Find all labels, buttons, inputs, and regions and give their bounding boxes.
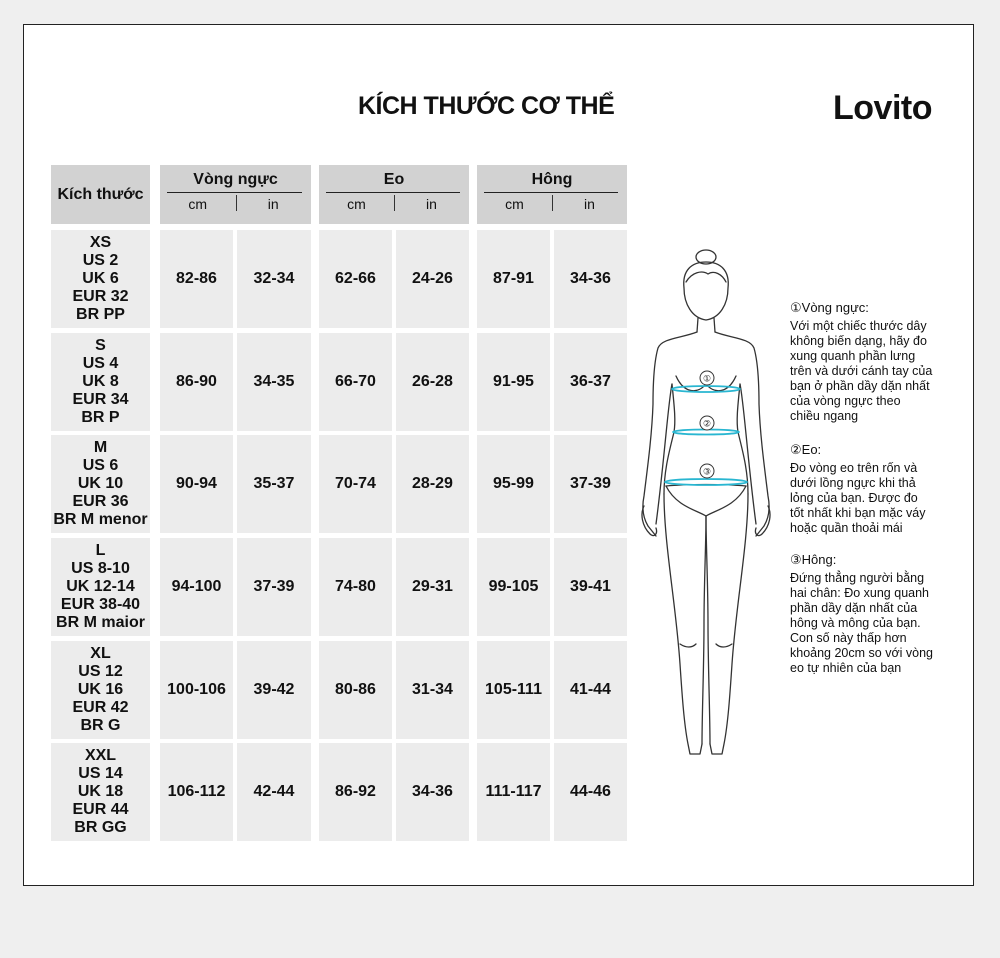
waist-in-cell: 24-26 bbox=[396, 230, 469, 328]
hip-in-cell: 44-46 bbox=[554, 743, 627, 841]
size-label-line: EUR 34 bbox=[72, 391, 129, 408]
size-cell bbox=[51, 333, 150, 431]
waist-cm-cell: 70-74 bbox=[319, 435, 392, 533]
hip-instruction-line: hai chân: Đo xung quanh bbox=[790, 586, 929, 600]
size-cell bbox=[51, 538, 150, 636]
bust-cm-cell: 90-94 bbox=[160, 435, 233, 533]
size-column-header-label: Kích thước bbox=[57, 185, 144, 203]
size-label-line: EUR 36 bbox=[72, 493, 129, 510]
hip-instruction-title: ③Hông: bbox=[790, 552, 837, 567]
waist-column-header bbox=[319, 165, 469, 224]
size-label-line: US 4 bbox=[82, 355, 119, 372]
waist-marker: ② bbox=[702, 419, 712, 430]
waist-in-cell: 29-31 bbox=[396, 538, 469, 636]
hip-column-header bbox=[477, 165, 627, 224]
bust-unit-cm: cm bbox=[188, 196, 208, 212]
size-label-line: EUR 38-40 bbox=[60, 596, 141, 613]
hip-marker: ③ bbox=[702, 467, 712, 478]
waist-cm-cell: 80-86 bbox=[319, 641, 392, 739]
size-label-line: UK 6 bbox=[82, 270, 119, 287]
bust-instruction-line: của vòng ngực theo bbox=[790, 394, 901, 408]
waist-in-cell: 31-34 bbox=[396, 641, 469, 739]
size-label-line: US 12 bbox=[78, 663, 123, 680]
waist-instruction-line: Đo vòng eo trên rốn và bbox=[790, 461, 918, 475]
bust-cm-cell: 106-112 bbox=[160, 743, 233, 841]
size-label-line: UK 8 bbox=[82, 373, 119, 390]
bust-instruction-line: xung quanh phần lưng bbox=[790, 349, 916, 363]
hip-in-cell: 37-39 bbox=[554, 435, 627, 533]
size-label-line: BR P bbox=[81, 409, 120, 426]
size-label-line: US 2 bbox=[82, 252, 119, 269]
size-label-line: EUR 32 bbox=[72, 288, 129, 305]
hip-cm-cell: 87-91 bbox=[477, 230, 550, 328]
waist-cm-cell: 62-66 bbox=[319, 230, 392, 328]
size-cell bbox=[51, 435, 150, 533]
waist-instruction-line: hoặc quần thoải mái bbox=[790, 521, 903, 535]
size-column-header bbox=[51, 165, 150, 224]
size-label-line: BR M maior bbox=[56, 614, 145, 631]
waist-in-cell: 26-28 bbox=[396, 333, 469, 431]
bust-instruction bbox=[790, 300, 950, 424]
size-cell bbox=[51, 641, 150, 739]
bust-in-cell: 35-37 bbox=[237, 435, 311, 533]
hip-in-cell: 36-37 bbox=[554, 333, 627, 431]
size-cell bbox=[51, 743, 150, 841]
hip-instruction-line: Con số này thấp hơn bbox=[790, 631, 907, 645]
waist-cm-cell: 66-70 bbox=[319, 333, 392, 431]
bust-cm-cell: 86-90 bbox=[160, 333, 233, 431]
size-label-line: L bbox=[95, 542, 106, 559]
hip-cm-cell: 111-117 bbox=[477, 743, 550, 841]
bust-instruction-line: chiều ngang bbox=[790, 409, 859, 423]
hip-in-cell: 39-41 bbox=[554, 538, 627, 636]
bust-instruction-line: không biến dạng, hãy đo bbox=[790, 334, 927, 348]
bust-instruction-line: trên và dưới cánh tay của bbox=[790, 364, 933, 378]
bust-marker: ① bbox=[702, 374, 712, 385]
bust-in-cell: 42-44 bbox=[237, 743, 311, 841]
waist-in-cell: 34-36 bbox=[396, 743, 469, 841]
size-label-line: XL bbox=[90, 645, 111, 662]
size-label-line: UK 16 bbox=[77, 681, 124, 698]
waist-header-label: Eo bbox=[383, 171, 405, 188]
size-label-line: UK 18 bbox=[77, 783, 124, 800]
hip-instruction-line: khoảng 20cm so với vòng bbox=[790, 646, 933, 660]
bust-in-cell: 39-42 bbox=[237, 641, 311, 739]
hip-instruction-line: eo tự nhiên của bạn bbox=[790, 661, 902, 675]
waist-instruction-line: lỏng của bạn. Được đo bbox=[790, 491, 918, 505]
size-label-line: M bbox=[93, 439, 108, 456]
hip-header-label: Hông bbox=[531, 171, 573, 188]
bust-in-cell: 34-35 bbox=[237, 333, 311, 431]
hip-in-cell: 34-36 bbox=[554, 230, 627, 328]
size-label-line: UK 10 bbox=[77, 475, 124, 492]
waist-unit-in: in bbox=[426, 196, 437, 212]
waist-instruction-line: tốt nhất khi bạn mặc váy bbox=[790, 506, 926, 520]
waist-in-cell: 28-29 bbox=[396, 435, 469, 533]
bust-header-label: Vòng ngực bbox=[193, 171, 278, 188]
waist-unit-cm: cm bbox=[347, 196, 366, 212]
hip-cm-cell: 99-105 bbox=[477, 538, 550, 636]
waist-instruction bbox=[790, 442, 950, 536]
size-label-line: BR PP bbox=[76, 306, 125, 323]
hip-cm-cell: 95-99 bbox=[477, 435, 550, 533]
size-label-line: XS bbox=[89, 234, 112, 251]
size-label-line: EUR 42 bbox=[72, 699, 129, 716]
bust-column-header bbox=[160, 165, 311, 224]
bust-instruction-title: ①Vòng ngực: bbox=[790, 300, 869, 315]
bust-instruction-line: Với một chiếc thước dây bbox=[790, 319, 927, 333]
hip-instruction-line: Đứng thẳng người bằng bbox=[790, 571, 925, 585]
hip-unit-in: in bbox=[584, 196, 595, 212]
page-title: KÍCH THƯỚC CƠ THỂ bbox=[358, 92, 615, 120]
size-label-line: S bbox=[95, 337, 106, 354]
bust-unit-in: in bbox=[267, 196, 279, 212]
bust-in-cell: 37-39 bbox=[237, 538, 311, 636]
bust-instruction-line: bạn ở phần dầy dặn nhất bbox=[790, 379, 930, 393]
size-label-line: US 6 bbox=[82, 457, 119, 474]
size-label-line: BR M menor bbox=[53, 511, 148, 528]
hip-in-cell: 41-44 bbox=[554, 641, 627, 739]
size-label-line: EUR 44 bbox=[72, 801, 129, 818]
bust-cm-cell: 82-86 bbox=[160, 230, 233, 328]
waist-cm-cell: 74-80 bbox=[319, 538, 392, 636]
size-cell bbox=[51, 230, 150, 328]
brand-logo: Lovito bbox=[833, 89, 932, 127]
waist-instruction-line: dưới lồng ngực khi thả bbox=[790, 476, 916, 490]
size-label-line: UK 12-14 bbox=[66, 578, 135, 595]
size-label-line: XXL bbox=[84, 747, 117, 764]
bust-in-cell: 32-34 bbox=[237, 230, 311, 328]
size-label-line: US 14 bbox=[78, 765, 123, 782]
hip-unit-cm: cm bbox=[505, 196, 524, 212]
hip-instruction-line: phần dầy dặn nhất của bbox=[790, 601, 918, 615]
bust-cm-cell: 100-106 bbox=[160, 641, 233, 739]
hip-cm-cell: 91-95 bbox=[477, 333, 550, 431]
hip-instruction bbox=[790, 552, 950, 676]
bust-cm-cell: 94-100 bbox=[160, 538, 233, 636]
size-label-line: BR G bbox=[80, 717, 121, 734]
size-label-line: US 8-10 bbox=[71, 560, 130, 577]
size-label-line: BR GG bbox=[74, 819, 127, 836]
hip-cm-cell: 105-111 bbox=[477, 641, 550, 739]
body-figure-illustration bbox=[636, 244, 776, 760]
waist-instruction-title: ②Eo: bbox=[790, 442, 822, 457]
hip-instruction-line: hông và mông của bạn. bbox=[790, 616, 921, 630]
waist-cm-cell: 86-92 bbox=[319, 743, 392, 841]
